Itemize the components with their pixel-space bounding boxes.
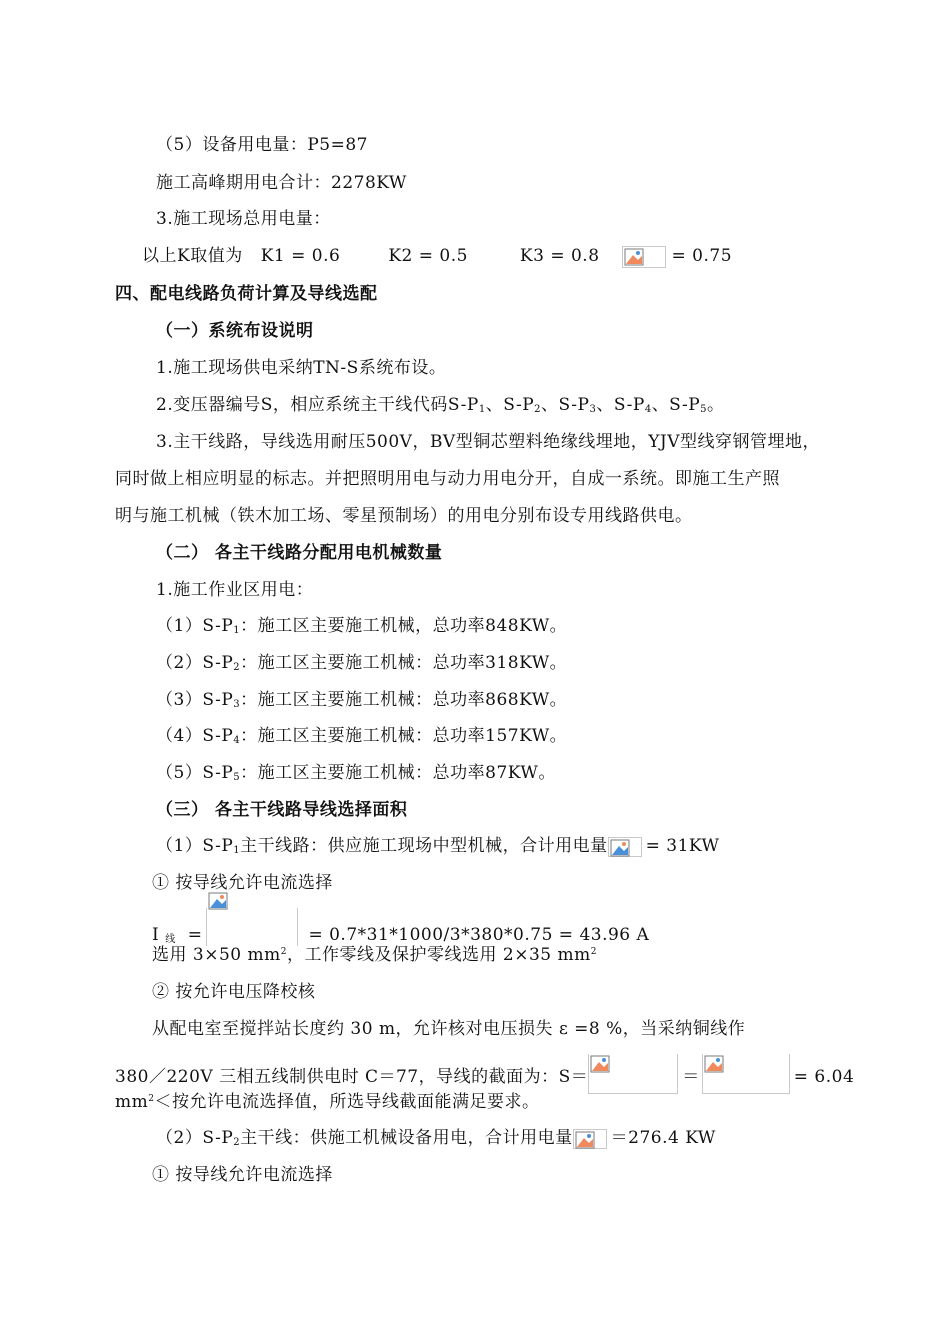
subheading-1: （一）系统布设说明 bbox=[156, 321, 314, 341]
line-section-conclusion: $mm^2<$按允许电流选择值，所选导线截面能满足要求。 bbox=[115, 1092, 540, 1112]
broken-image-icon bbox=[622, 246, 666, 268]
list-item: $(2)S-P_2$：施工区主要施工机械：总功率318KW。 bbox=[156, 653, 568, 673]
line-voltage-loss: 从配电室至搅拌站长度约 30 m，允许核对电压损失 ε =8 %，当采纳铜线作 bbox=[152, 1019, 746, 1039]
paragraph-3-line-3: 明与施工机械（铁木加工场、零星预制场）的用电分别布设专用线路供电。 bbox=[115, 506, 693, 526]
broken-image-icon bbox=[608, 837, 642, 857]
paragraph-2: 2.变压器编号S，相应系统主干线代码$S-P_1$、$S-P_2$、$S-P_3$、$S-P_4$、$S-P_5$。 bbox=[156, 395, 725, 415]
list-item: $(5)S-P_5$：施工区主要施工机械：总功率87KW。 bbox=[156, 763, 556, 783]
broken-image-icon bbox=[573, 1129, 607, 1149]
line-current-formula: I $_线$ = = 0.7*31*1000/3*380*0.75 = 43.96 A bbox=[152, 908, 649, 946]
broken-image-icon bbox=[702, 1054, 790, 1094]
line-total-power-heading: 3.施工现场总用电量： bbox=[156, 209, 331, 229]
line-peak-total: 施工高峰期用电合计：2278KW bbox=[156, 173, 407, 193]
paragraph-1: 1.施工现场供电采纳TN-S系统布设。 bbox=[156, 358, 447, 378]
line-section-formula: 380／220V 三相五线制供电时 C＝77，导线的截面为：S＝ ＝ = 6.04 bbox=[115, 1054, 854, 1094]
subheading-3: （三） 各主干线路导线选择面积 bbox=[156, 800, 408, 820]
work-area-heading: 1.施工作业区用电： bbox=[156, 580, 314, 600]
line-current-selection-1: ① 按导线允许电流选择 bbox=[152, 873, 333, 893]
list-item: $(1)S-P_1$：施工区主要施工机械，总功率848KW。 bbox=[156, 616, 568, 636]
subheading-2: （二） 各主干线路分配用电机械数量 bbox=[156, 543, 443, 563]
list-item: $(4)S-P_4$：施工区主要施工机械：总功率157KW。 bbox=[156, 726, 568, 746]
broken-image-icon bbox=[588, 1054, 678, 1094]
line-equipment-power: （5）设备用电量：P5=87 bbox=[156, 135, 368, 155]
broken-image-icon bbox=[206, 908, 298, 946]
paragraph-3-line-1: 3.主干线路，导线选用耐压500V，BV型铜芯塑料绝缘线埋地，YJV型线穿钢管埋地， bbox=[156, 432, 821, 452]
line-sp2-main: $(2)S-P_2$主干线：供施工机械设备用电，合计用电量 ＝276.4 KW bbox=[156, 1128, 716, 1148]
paragraph-3-line-2: 同时做上相应明显的标志。并把照明用电与动力用电分开，自成一系统。即施工生产照 bbox=[115, 469, 780, 489]
line-cable-choice: 选用 3×50 $mm^2$，工作零线及保护零线选用 2×35 $mm^2$ bbox=[152, 945, 597, 965]
line-k-values: 以上K取值为 K1 = 0.6 K2 = 0.5 K3 = 0.8 = 0.75 bbox=[142, 246, 733, 266]
line-sp1-main: $(1)S-P_1$主干线路：供应施工现场中型机械，合计用电量 = 31KW bbox=[156, 836, 720, 856]
line-current-selection-2: ① 按导线允许电流选择 bbox=[152, 1165, 333, 1185]
section-heading-4: 四、配电线路负荷计算及导线选配 bbox=[115, 284, 378, 304]
list-item: $(3)S-P_3$：施工区主要施工机械：总功率868KW。 bbox=[156, 690, 568, 710]
line-voltage-check-1: ② 按允许电压降校核 bbox=[152, 982, 316, 1002]
